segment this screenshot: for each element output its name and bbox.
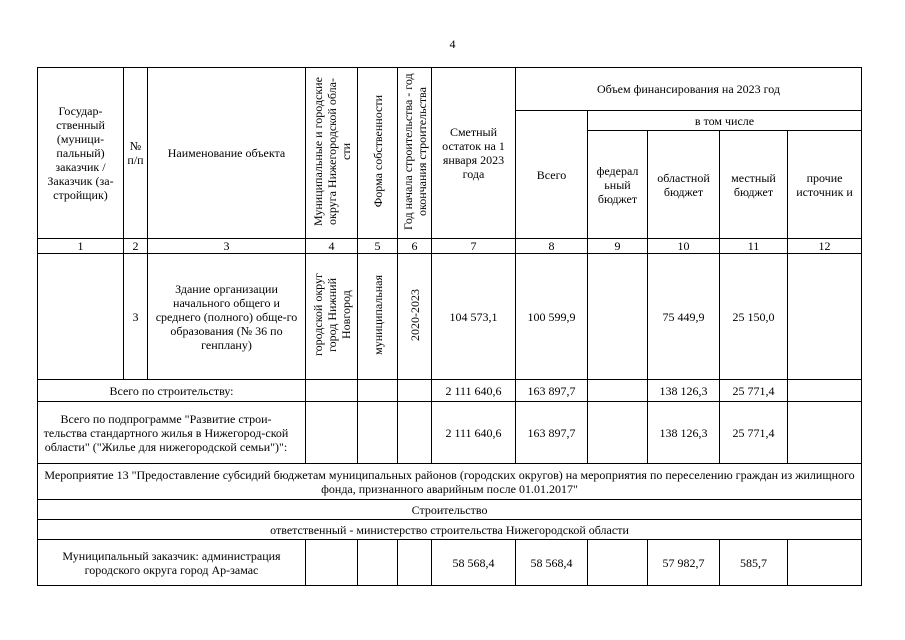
responsible-row — [38, 520, 862, 540]
header-customer: Государ-ственный (муници-пальный) заказчик / Заказчик (за-стройщик) — [38, 68, 124, 239]
header-object-name: Наименование объекта — [148, 68, 306, 239]
total-subprogram-total: 163 897,7 — [516, 402, 588, 464]
total-subprogram-label — [38, 402, 306, 464]
object-balance: 104 573,1 — [432, 254, 516, 380]
object-federal — [588, 254, 648, 380]
total-construction-local: 25 771,4 — [720, 380, 788, 402]
measure-text: Мероприятие 13 "Предоставление субсидий бюджетам муниципальных районов (городских округов) на мероприятия по переселению граждан из жилищного фонда, признанного аварийным после 01.01.2017" — [38, 464, 862, 500]
section-title: Строительство — [38, 500, 862, 520]
financing-table — [37, 67, 862, 586]
object-row — [38, 254, 862, 380]
header-balance: Сметный остаток на 1 января 2023 года — [432, 68, 516, 239]
object-years-text: 2020-2023 — [407, 289, 422, 341]
column-numbers-row — [38, 239, 862, 254]
total-construction-regional: 138 126,3 — [648, 380, 720, 402]
object-customer — [38, 254, 124, 380]
total-construction-other — [788, 380, 862, 402]
customer-total: 58 568,4 — [516, 540, 588, 586]
header-total: Всего — [516, 111, 588, 239]
object-ownership — [358, 254, 398, 380]
col-number: 7 — [432, 239, 516, 254]
responsible-text: ответственный - министерство строительства Нижегородской области — [38, 520, 862, 540]
total-construction-label: Всего по строительству: — [38, 380, 306, 402]
total-construction-total: 163 897,7 — [516, 380, 588, 402]
total-subprogram-balance: 2 111 640,6 — [432, 402, 516, 464]
empty-cell — [358, 380, 398, 402]
total-subprogram-row — [38, 402, 862, 464]
header-federal: федерал ьный бюджет — [588, 131, 648, 239]
col-number: 3 — [148, 239, 306, 254]
customer-balance: 58 568,4 — [432, 540, 516, 586]
col-number: 11 — [720, 239, 788, 254]
col-number: 12 — [788, 239, 862, 254]
header-years-text: Год начала строительства - год окончания строительства — [401, 73, 429, 230]
customer-local: 585,7 — [720, 540, 788, 586]
total-subprogram-federal — [588, 402, 648, 464]
col-number: 2 — [124, 239, 148, 254]
customer-row — [38, 540, 862, 586]
header-including: в том числе — [588, 111, 862, 131]
object-num: 3 — [124, 254, 148, 380]
customer-label-text: Муниципальный заказчик: администрация городского округа город Ар-замас — [62, 548, 281, 577]
customer-label — [38, 540, 306, 586]
col-number: 10 — [648, 239, 720, 254]
empty-cell — [398, 540, 432, 586]
header-ownership-text: Форма собственности — [370, 95, 385, 208]
col-number: 4 — [306, 239, 358, 254]
object-regional: 75 449,9 — [648, 254, 720, 380]
object-ownership-text: муниципальная — [370, 275, 385, 355]
object-municipality — [306, 254, 358, 380]
empty-cell — [306, 380, 358, 402]
total-subprogram-text: Всего по подпрограмме "Развитие строи-тельства стандартного жилья в Нижегород-ской области" ("Жилье для нижегородской семьи")": — [43, 411, 289, 454]
measure-row — [38, 464, 862, 500]
col-number: 5 — [358, 239, 398, 254]
header-local: местный бюджет — [720, 131, 788, 239]
customer-regional: 57 982,7 — [648, 540, 720, 586]
header-years — [398, 68, 432, 239]
object-name: Здание организации начального общего и среднего (полного) обще-го образования (№ 36 по генплану) — [148, 254, 306, 380]
col-number: 1 — [38, 239, 124, 254]
empty-cell — [398, 380, 432, 402]
col-number: 8 — [516, 239, 588, 254]
page-number: 4 — [449, 37, 456, 51]
empty-cell — [306, 402, 358, 464]
header-other: прочие источник и — [788, 131, 862, 239]
header-ownership — [358, 68, 398, 239]
header-row-1 — [38, 68, 862, 111]
total-construction-row — [38, 380, 862, 402]
customer-other — [788, 540, 862, 586]
total-subprogram-local: 25 771,4 — [720, 402, 788, 464]
total-subprogram-other — [788, 402, 862, 464]
empty-cell — [358, 402, 398, 464]
header-municipality — [306, 68, 358, 239]
header-municipality-text: Муниципальные и городские округа Нижегородской обла-сти — [310, 77, 353, 226]
col-number: 6 — [398, 239, 432, 254]
customer-federal — [588, 540, 648, 586]
total-construction-balance: 2 111 640,6 — [432, 380, 516, 402]
object-local: 25 150,0 — [720, 254, 788, 380]
object-other — [788, 254, 862, 380]
header-funding: Объем финансирования на 2023 год — [516, 68, 862, 111]
total-construction-federal — [588, 380, 648, 402]
section-row — [38, 500, 862, 520]
col-number: 9 — [588, 239, 648, 254]
object-municipality-text: городской округ город Нижний Новгород — [310, 273, 353, 357]
empty-cell — [306, 540, 358, 586]
empty-cell — [358, 540, 398, 586]
object-total: 100 599,9 — [516, 254, 588, 380]
object-years — [398, 254, 432, 380]
header-num: № п/п — [124, 68, 148, 239]
total-subprogram-regional: 138 126,3 — [648, 402, 720, 464]
empty-cell — [398, 402, 432, 464]
header-regional: областной бюджет — [648, 131, 720, 239]
